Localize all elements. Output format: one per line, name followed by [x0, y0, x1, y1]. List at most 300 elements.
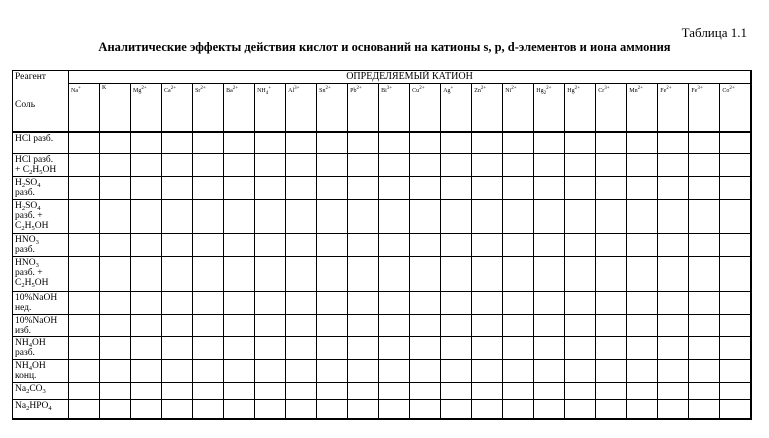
result-cell[interactable] — [534, 154, 565, 177]
result-cell[interactable] — [224, 234, 255, 257]
result-cell[interactable] — [410, 257, 441, 292]
result-cell[interactable] — [441, 360, 472, 383]
result-cell[interactable] — [131, 337, 162, 360]
result-cell[interactable] — [131, 200, 162, 234]
result-cell[interactable] — [379, 257, 410, 292]
result-cell[interactable] — [441, 400, 472, 419]
result-cell[interactable] — [565, 257, 596, 292]
result-cell[interactable] — [503, 177, 534, 200]
result-cell[interactable] — [379, 400, 410, 419]
result-cell[interactable] — [255, 292, 286, 315]
result-cell[interactable] — [224, 132, 255, 154]
cation-header-cell — [503, 84, 534, 132]
result-cell[interactable] — [720, 200, 751, 234]
result-cell[interactable] — [193, 234, 224, 257]
cation-header-cell — [224, 84, 255, 132]
result-cell[interactable] — [565, 360, 596, 383]
result-cell[interactable] — [317, 292, 348, 315]
result-cell[interactable] — [100, 200, 131, 234]
result-cell[interactable] — [69, 132, 100, 154]
result-cell[interactable] — [689, 200, 720, 234]
result-cell[interactable] — [193, 200, 224, 234]
result-cell[interactable] — [100, 257, 131, 292]
result-cell[interactable] — [689, 315, 720, 337]
result-cell[interactable] — [410, 315, 441, 337]
result-cell[interactable] — [596, 292, 627, 315]
result-cell[interactable] — [472, 360, 503, 383]
result-cell[interactable] — [348, 315, 379, 337]
reagent-label: $HNO_3$ разб. + $C_2H_5OH$ — [15, 258, 49, 289]
result-cell[interactable] — [472, 132, 503, 154]
result-cell[interactable] — [193, 177, 224, 200]
result-cell[interactable] — [689, 257, 720, 292]
result-cell[interactable] — [627, 360, 658, 383]
result-cell[interactable] — [565, 234, 596, 257]
result-cell[interactable] — [100, 383, 131, 400]
cation-header-cell — [441, 84, 472, 132]
result-cell[interactable] — [720, 154, 751, 177]
result-cell[interactable] — [193, 360, 224, 383]
result-cell[interactable] — [69, 337, 100, 360]
result-cell[interactable] — [720, 315, 751, 337]
result-cell[interactable] — [69, 200, 100, 234]
result-cell[interactable] — [410, 292, 441, 315]
result-cell[interactable] — [193, 315, 224, 337]
result-cell[interactable] — [162, 360, 193, 383]
result-cell[interactable] — [255, 257, 286, 292]
result-cell[interactable] — [627, 383, 658, 400]
result-cell[interactable] — [410, 337, 441, 360]
result-cell[interactable] — [720, 234, 751, 257]
result-cell[interactable] — [255, 177, 286, 200]
result-cell[interactable] — [286, 400, 317, 419]
reagent-label: $NH_4OH$ разб. — [15, 338, 46, 358]
result-cell[interactable] — [441, 292, 472, 315]
result-cell[interactable] — [69, 234, 100, 257]
result-cell[interactable] — [689, 154, 720, 177]
cation-label: $Mg^{2+}$ — [133, 86, 147, 94]
result-cell[interactable] — [627, 292, 658, 315]
result-cell[interactable] — [379, 234, 410, 257]
result-cell[interactable] — [100, 337, 131, 360]
result-cell[interactable] — [224, 257, 255, 292]
result-cell[interactable] — [596, 177, 627, 200]
result-cell[interactable] — [348, 177, 379, 200]
result-cell[interactable] — [286, 132, 317, 154]
result-cell[interactable] — [658, 200, 689, 234]
result-cell[interactable] — [720, 360, 751, 383]
result-cell[interactable] — [472, 200, 503, 234]
result-cell[interactable] — [565, 337, 596, 360]
result-cell[interactable] — [689, 360, 720, 383]
result-cell[interactable] — [131, 383, 162, 400]
reagent-label: HCl разб. + $C_2H_5OH$ — [15, 155, 57, 176]
result-cell[interactable] — [69, 383, 100, 400]
result-cell[interactable] — [348, 360, 379, 383]
cation-label: $Ni^{2+}$ — [505, 86, 517, 94]
result-cell[interactable] — [503, 132, 534, 154]
result-cell[interactable] — [596, 360, 627, 383]
result-cell[interactable] — [193, 132, 224, 154]
result-cell[interactable] — [596, 132, 627, 154]
cation-label: $Al^{3+}$ — [288, 86, 300, 94]
result-cell[interactable] — [658, 360, 689, 383]
result-cell[interactable] — [534, 360, 565, 383]
result-cell[interactable] — [472, 315, 503, 337]
result-cell[interactable] — [348, 200, 379, 234]
result-cell[interactable] — [565, 383, 596, 400]
cation-names-row — [13, 84, 752, 132]
result-cell[interactable] — [658, 400, 689, 419]
result-cell[interactable] — [689, 383, 720, 400]
result-cell[interactable] — [131, 234, 162, 257]
result-cell[interactable] — [69, 292, 100, 315]
result-cell[interactable] — [410, 400, 441, 419]
result-cell[interactable] — [255, 200, 286, 234]
result-cell[interactable] — [720, 292, 751, 315]
result-cell[interactable] — [162, 400, 193, 419]
result-cell[interactable] — [627, 154, 658, 177]
result-cell[interactable] — [131, 400, 162, 419]
result-cell[interactable] — [286, 200, 317, 234]
result-cell[interactable] — [255, 315, 286, 337]
result-cell[interactable] — [348, 337, 379, 360]
result-cell[interactable] — [255, 234, 286, 257]
result-cell[interactable] — [410, 200, 441, 234]
result-cell[interactable] — [286, 154, 317, 177]
result-cell[interactable] — [131, 257, 162, 292]
result-cell[interactable] — [224, 383, 255, 400]
result-cell[interactable] — [255, 383, 286, 400]
result-cell[interactable] — [317, 337, 348, 360]
result-cell[interactable] — [317, 200, 348, 234]
result-cell[interactable] — [131, 177, 162, 200]
result-cell[interactable] — [255, 400, 286, 419]
result-cell[interactable] — [193, 337, 224, 360]
result-cell[interactable] — [503, 400, 534, 419]
result-cell[interactable] — [565, 292, 596, 315]
result-cell[interactable] — [379, 132, 410, 154]
cation-label: $Cr^{3+}$ — [598, 86, 610, 94]
result-cell[interactable] — [596, 200, 627, 234]
result-cell[interactable] — [503, 154, 534, 177]
result-cell[interactable] — [627, 177, 658, 200]
result-cell[interactable] — [658, 383, 689, 400]
result-cell[interactable] — [255, 360, 286, 383]
reagent-cell — [13, 200, 69, 234]
result-cell[interactable] — [441, 257, 472, 292]
result-cell[interactable] — [410, 234, 441, 257]
result-cell[interactable] — [720, 383, 751, 400]
result-cell[interactable] — [627, 315, 658, 337]
result-cell[interactable] — [720, 337, 751, 360]
result-cell[interactable] — [317, 154, 348, 177]
result-cell[interactable] — [162, 337, 193, 360]
result-cell[interactable] — [69, 154, 100, 177]
result-cell[interactable] — [534, 132, 565, 154]
result-cell[interactable] — [627, 337, 658, 360]
result-cell[interactable] — [503, 360, 534, 383]
result-cell[interactable] — [689, 177, 720, 200]
result-cell[interactable] — [658, 292, 689, 315]
result-cell[interactable] — [131, 132, 162, 154]
result-cell[interactable] — [534, 292, 565, 315]
cation-header-cell — [720, 84, 751, 132]
result-cell[interactable] — [100, 234, 131, 257]
result-cell[interactable] — [286, 177, 317, 200]
result-cell[interactable] — [596, 337, 627, 360]
result-cell[interactable] — [162, 383, 193, 400]
result-cell[interactable] — [286, 234, 317, 257]
reagent-label: 10%NaOH изб. — [15, 316, 58, 336]
result-cell[interactable] — [255, 132, 286, 154]
result-cell[interactable] — [472, 337, 503, 360]
result-cell[interactable] — [348, 400, 379, 419]
result-cell[interactable] — [503, 337, 534, 360]
result-cell[interactable] — [720, 132, 751, 154]
result-cell[interactable] — [162, 315, 193, 337]
result-cell[interactable] — [658, 315, 689, 337]
result-cell[interactable] — [410, 154, 441, 177]
result-cell[interactable] — [472, 292, 503, 315]
result-cell[interactable] — [658, 154, 689, 177]
result-cell[interactable] — [348, 383, 379, 400]
result-cell[interactable] — [69, 177, 100, 200]
result-cell[interactable] — [100, 292, 131, 315]
result-cell[interactable] — [131, 315, 162, 337]
result-cell[interactable] — [379, 360, 410, 383]
result-cell[interactable] — [100, 360, 131, 383]
result-cell[interactable] — [534, 257, 565, 292]
result-cell[interactable] — [348, 257, 379, 292]
result-cell[interactable] — [565, 200, 596, 234]
result-cell[interactable] — [348, 234, 379, 257]
result-cell[interactable] — [596, 257, 627, 292]
result-cell[interactable] — [441, 177, 472, 200]
result-cell[interactable] — [658, 257, 689, 292]
result-cell[interactable] — [224, 315, 255, 337]
result-cell[interactable] — [534, 315, 565, 337]
result-cell[interactable] — [689, 337, 720, 360]
result-cell[interactable] — [472, 234, 503, 257]
result-cell[interactable] — [317, 132, 348, 154]
result-cell[interactable] — [193, 292, 224, 315]
result-cell[interactable] — [224, 360, 255, 383]
result-cell[interactable] — [317, 400, 348, 419]
result-cell[interactable] — [503, 315, 534, 337]
cation-header-cell — [565, 84, 596, 132]
result-cell[interactable] — [534, 177, 565, 200]
result-cell[interactable] — [379, 292, 410, 315]
result-cell[interactable] — [131, 292, 162, 315]
result-cell[interactable] — [286, 360, 317, 383]
result-cell[interactable] — [410, 383, 441, 400]
result-cell[interactable] — [162, 234, 193, 257]
result-cell[interactable] — [441, 337, 472, 360]
cation-header-cell — [534, 84, 565, 132]
result-cell[interactable] — [627, 132, 658, 154]
result-cell[interactable] — [565, 315, 596, 337]
result-cell[interactable] — [100, 400, 131, 419]
result-cell[interactable] — [286, 337, 317, 360]
reagent-cell — [13, 292, 69, 315]
table-row — [13, 154, 752, 177]
result-cell[interactable] — [720, 177, 751, 200]
result-cell[interactable] — [131, 360, 162, 383]
result-cell[interactable] — [317, 383, 348, 400]
result-cell[interactable] — [472, 400, 503, 419]
result-cell[interactable] — [69, 360, 100, 383]
result-cell[interactable] — [441, 383, 472, 400]
cation-label: $Co^{2+}$ — [722, 86, 735, 94]
result-cell[interactable] — [565, 154, 596, 177]
result-cell[interactable] — [379, 154, 410, 177]
cation-header-cell — [658, 84, 689, 132]
result-cell[interactable] — [596, 234, 627, 257]
result-cell[interactable] — [224, 177, 255, 200]
result-cell[interactable] — [565, 400, 596, 419]
cation-header-cell — [627, 84, 658, 132]
cation-header-cell — [317, 84, 348, 132]
table-row — [13, 257, 752, 292]
result-cell[interactable] — [162, 154, 193, 177]
result-cell[interactable] — [162, 257, 193, 292]
result-cell[interactable] — [565, 177, 596, 200]
result-cell[interactable] — [658, 337, 689, 360]
result-cell[interactable] — [224, 154, 255, 177]
result-cell[interactable] — [379, 315, 410, 337]
result-cell[interactable] — [100, 132, 131, 154]
result-cell[interactable] — [379, 177, 410, 200]
result-cell[interactable] — [317, 177, 348, 200]
result-cell[interactable] — [193, 383, 224, 400]
result-cell[interactable] — [348, 154, 379, 177]
result-cell[interactable] — [534, 400, 565, 419]
result-cell[interactable] — [348, 292, 379, 315]
result-cell[interactable] — [69, 315, 100, 337]
result-cell[interactable] — [410, 360, 441, 383]
result-cell[interactable] — [689, 132, 720, 154]
result-cell[interactable] — [162, 292, 193, 315]
table-row — [13, 383, 752, 400]
result-cell[interactable] — [596, 154, 627, 177]
cation-header-cell — [379, 84, 410, 132]
result-cell[interactable] — [689, 292, 720, 315]
result-cell[interactable] — [193, 400, 224, 419]
result-cell[interactable] — [503, 234, 534, 257]
result-cell[interactable] — [627, 400, 658, 419]
result-cell[interactable] — [286, 383, 317, 400]
result-cell[interactable] — [441, 315, 472, 337]
cation-label: $Bi^{3+}$ — [381, 86, 393, 94]
result-cell[interactable] — [441, 200, 472, 234]
reagent-cell — [13, 177, 69, 200]
table-row — [13, 234, 752, 257]
result-cell[interactable] — [69, 400, 100, 419]
result-cell[interactable] — [627, 257, 658, 292]
result-cell[interactable] — [131, 154, 162, 177]
result-cell[interactable] — [100, 154, 131, 177]
result-cell[interactable] — [224, 400, 255, 419]
result-cell[interactable] — [472, 257, 503, 292]
result-cell[interactable] — [441, 132, 472, 154]
result-cell[interactable] — [596, 400, 627, 419]
result-cell[interactable] — [317, 315, 348, 337]
result-cell[interactable] — [410, 132, 441, 154]
result-cell[interactable] — [286, 315, 317, 337]
result-cell[interactable] — [596, 315, 627, 337]
salt-header-label: Соль — [15, 100, 36, 110]
result-cell[interactable] — [193, 257, 224, 292]
result-cell[interactable] — [162, 132, 193, 154]
result-cell[interactable] — [534, 337, 565, 360]
result-cell[interactable] — [379, 337, 410, 360]
result-cell[interactable] — [720, 400, 751, 419]
result-cell[interactable] — [472, 177, 503, 200]
result-cell[interactable] — [534, 234, 565, 257]
result-cell[interactable] — [286, 292, 317, 315]
reagent-cell — [13, 360, 69, 383]
result-cell[interactable] — [379, 200, 410, 234]
result-cell[interactable] — [720, 257, 751, 292]
result-cell[interactable] — [503, 292, 534, 315]
result-cell[interactable] — [100, 177, 131, 200]
result-cell[interactable] — [627, 234, 658, 257]
result-cell[interactable] — [224, 200, 255, 234]
result-cell[interactable] — [69, 257, 100, 292]
result-cell[interactable] — [503, 257, 534, 292]
cation-label: $Hg^{2+}$ — [567, 86, 580, 94]
result-cell[interactable] — [658, 132, 689, 154]
result-cell[interactable] — [658, 234, 689, 257]
result-cell[interactable] — [596, 383, 627, 400]
result-cell[interactable] — [472, 154, 503, 177]
result-cell[interactable] — [534, 200, 565, 234]
result-cell[interactable] — [658, 177, 689, 200]
result-cell[interactable] — [255, 154, 286, 177]
result-cell[interactable] — [317, 257, 348, 292]
result-cell[interactable] — [503, 200, 534, 234]
result-cell[interactable] — [441, 234, 472, 257]
result-cell[interactable] — [193, 154, 224, 177]
result-cell[interactable] — [100, 315, 131, 337]
result-cell[interactable] — [255, 337, 286, 360]
result-cell[interactable] — [348, 132, 379, 154]
reagent-cell — [13, 257, 69, 292]
result-cell[interactable] — [441, 154, 472, 177]
result-cell[interactable] — [534, 383, 565, 400]
result-cell[interactable] — [317, 234, 348, 257]
result-cell[interactable] — [162, 200, 193, 234]
result-cell[interactable] — [224, 337, 255, 360]
result-cell[interactable] — [379, 383, 410, 400]
result-cell[interactable] — [689, 234, 720, 257]
cation-header-cell — [472, 84, 503, 132]
result-cell[interactable] — [162, 177, 193, 200]
table-row — [13, 360, 752, 383]
result-cell[interactable] — [472, 383, 503, 400]
result-cell[interactable] — [410, 177, 441, 200]
result-cell[interactable] — [565, 132, 596, 154]
result-cell[interactable] — [503, 383, 534, 400]
result-cell[interactable] — [317, 360, 348, 383]
reagent-cell — [13, 400, 69, 419]
reagent-label: 10%NaOH нед. — [15, 293, 58, 313]
result-cell[interactable] — [224, 292, 255, 315]
result-cell[interactable] — [689, 400, 720, 419]
result-cell[interactable] — [286, 257, 317, 292]
result-cell[interactable] — [627, 200, 658, 234]
